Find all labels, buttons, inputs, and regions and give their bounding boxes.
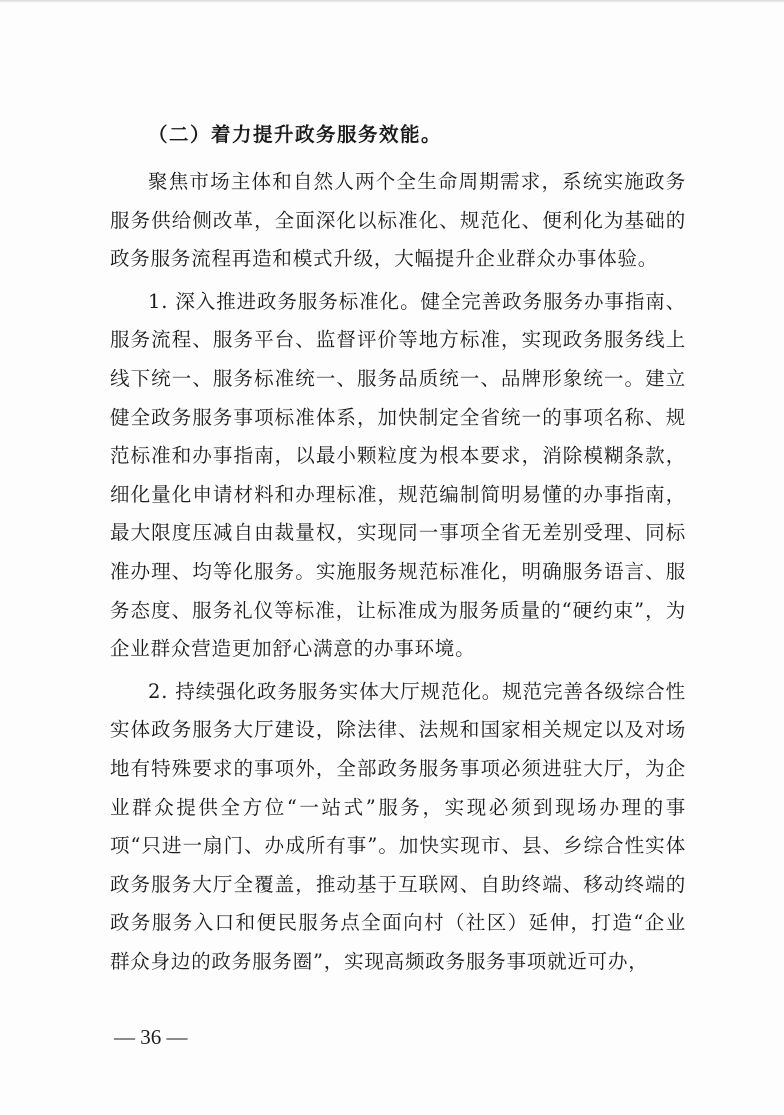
page-number: — 36 — [114,1025,188,1049]
scan-edge [0,0,784,3]
paragraph-item-1: 1. 深入推进政务服务标准化。健全完善政务服务办事指南、服务流程、服务平台、监督评价等地方标准，实现政务服务线上线下统一、服务标准统一、服务品质统一、品牌形象统一。建立健全政务服务事项标准体系，加快制定全省统一的事项名称、规范标准和办事指南，以最小颗粒度为根本要求，消除模糊条款，细化量化申请材料和办理标准，规范编制简明易懂的办事指南，最大限度压减自由裁量权，实现同一事项全省无差别受理、同标准办理、均等化服务。实施服务规范标准化，明确服务语言、服务态度、服务礼仪等标准，让标准成为服务质量的“硬约束”，为企业群众营造更加舒心满意的办事环境。 [110,289,686,661]
paragraph-intro: 聚焦市场主体和自然人两个全生命周期需求，系统实施政务服务供给侧改革，全面深化以标准化、规范化、便利化为基础的政务服务流程再造和模式升级，大幅提升企业群众办事体验。 [110,170,686,271]
section-heading: （二）着力提升政务服务效能。 [148,123,443,146]
document-body [110,115,686,985]
paragraph-item-2: 2. 持续强化政务服务实体大厅规范化。规范完善各级综合性实体政务服务大厅建设，除法律、法规和国家相关规定以及对场地有特殊要求的事项外，全部政务服务事项必须进驻大厅，为企业群众提供全方位“一站式”服务，实现必须到现场办理的事项“只进一扇门、办成所有事”。加快实现市、县、乡综合性实体政务服务大厅全覆盖，推动基于互联网、自助终端、移动终端的政务服务入口和便民服务点全面向村（社区）延伸，打造“企业群众身边的政务服务圈”，实现高频政务服务事项就近可办， [110,679,686,973]
